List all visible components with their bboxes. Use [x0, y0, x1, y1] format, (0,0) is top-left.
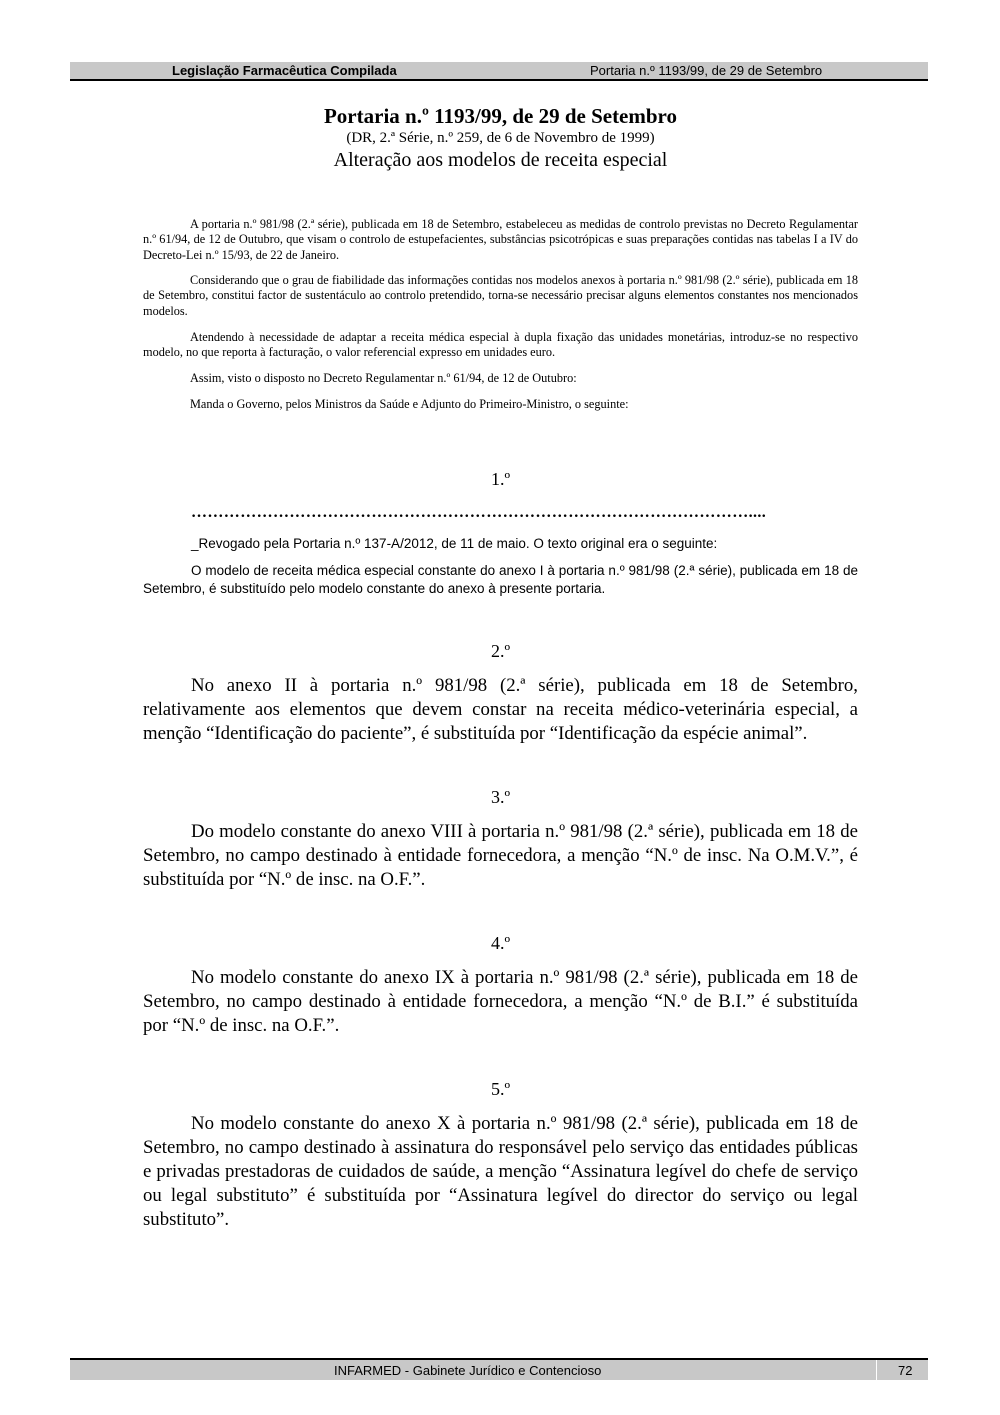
article-text: No modelo constante do anexo X à portaria n.º 981/98 (2.ª série), publicada em 18 de Setembro, no campo destinado à assinatura do responsável pelo serviço das entidades públicas e privadas prestadoras de cuidados de saúde, a menção “Assinatura legível do chefe de serviço ou legal substituto” é substituída por “Assinatura legível do director do serviço ou legal substituto”.	[143, 1113, 858, 1230]
article-number: 3.º	[490, 787, 511, 807]
revoked-placeholder-dots: …………………………………………………………………………………………....	[191, 504, 767, 521]
document-subject: Alteração aos modelos de receita especial	[333, 149, 668, 171]
preamble-paragraph: Considerando que o grau de fiabilidade das informações contidas nos modelos anexos à portaria n.º 981/98 (2.º série), publicada em 18 de Setembro, constitui factor de sustentáculo ao controlo pretendido, torna-se necessário precisar alguns elementos constantes nos mencionados modelos.	[143, 273, 858, 318]
document-title: Portaria n.º 1193/99, de 29 de Setembro	[323, 104, 677, 128]
footer-organization: INFARMED - Gabinete Jurídico e Contencioso	[334, 1363, 602, 1378]
document-title-block	[143, 103, 858, 173]
article-text: Do modelo constante do anexo VIII à portaria n.º 981/98 (2.ª série), publicada em 18 de Setembro, no campo destinado à entidade fornecedora, a menção “N.º de insc. Na O.M.V.”, é substituída por “N.º de insc. na O.F.”.	[143, 821, 858, 890]
article-original-text: O modelo de receita médica especial constante do anexo I à portaria n.º 981/98 (2.ª série), publicada em 18 de Setembro, é substituído pelo modelo constante do anexo à presente portaria.	[143, 563, 858, 596]
article-number: 1.º	[490, 469, 511, 489]
footer-divider	[876, 1360, 877, 1380]
article-text: No modelo constante do anexo IX à portaria n.º 981/98 (2.ª série), publicada em 18 de Setembro, no campo destinado à entidade fornecedora, a menção “N.º de B.I.” é substituída por “N.º de insc. na O.F.”.	[143, 967, 858, 1036]
header-publication-title: Legislação Farmacêutica Compilada	[172, 63, 397, 78]
preamble-paragraph: Atendendo à necessidade de adaptar a receita médica especial à dupla fixação das unidades monetárias, introduz-se no respectivo modelo, no que reporta à facturação, o valor referencial expresso em unidades euro.	[143, 330, 858, 360]
preamble-paragraph: Assim, visto o disposto no Decreto Regulamentar n.º 61/94, de 12 de Outubro:	[190, 371, 577, 385]
preamble-paragraph: A portaria n.º 981/98 (2.ª série), publicada em 18 de Setembro, estabeleceu as medidas de controlo previstas no Decreto Regulamentar n.º 61/94, de 12 de Outubro, que visam o controlo de estupefacientes, substâncias psicotrópicas e suas preparações contidas nas tabelas I a IV do Decreto-Lei n.º 15/93, de 22 de Janeiro.	[143, 217, 858, 262]
revocation-note: _Revogado pela Portaria n.º 137-A/2012, de 11 de maio. O texto original era o seguinte:	[191, 536, 718, 551]
article-number: 4.º	[490, 933, 511, 953]
header-document-title: Portaria n.º 1193/99, de 29 de Setembro	[590, 63, 823, 78]
page-number: 72	[898, 1363, 913, 1378]
document-publication-reference: (DR, 2.ª Série, n.º 259, de 6 de Novembro de 1999)	[346, 130, 655, 146]
running-footer	[70, 1358, 928, 1380]
article-number: 2.º	[490, 641, 511, 661]
running-header	[70, 62, 928, 81]
preamble-paragraph: Manda o Governo, pelos Ministros da Saúde e Adjunto do Primeiro-Ministro, o seguinte:	[190, 397, 629, 411]
article-text: No anexo II à portaria n.º 981/98 (2.ª série), publicada em 18 de Setembro, relativamente aos elementos que devem constar na receita médico-veterinária especial, a menção “Identificação do paciente”, é substituída por “Identificação da espécie animal”.	[143, 675, 858, 744]
article-number: 5.º	[490, 1079, 511, 1099]
